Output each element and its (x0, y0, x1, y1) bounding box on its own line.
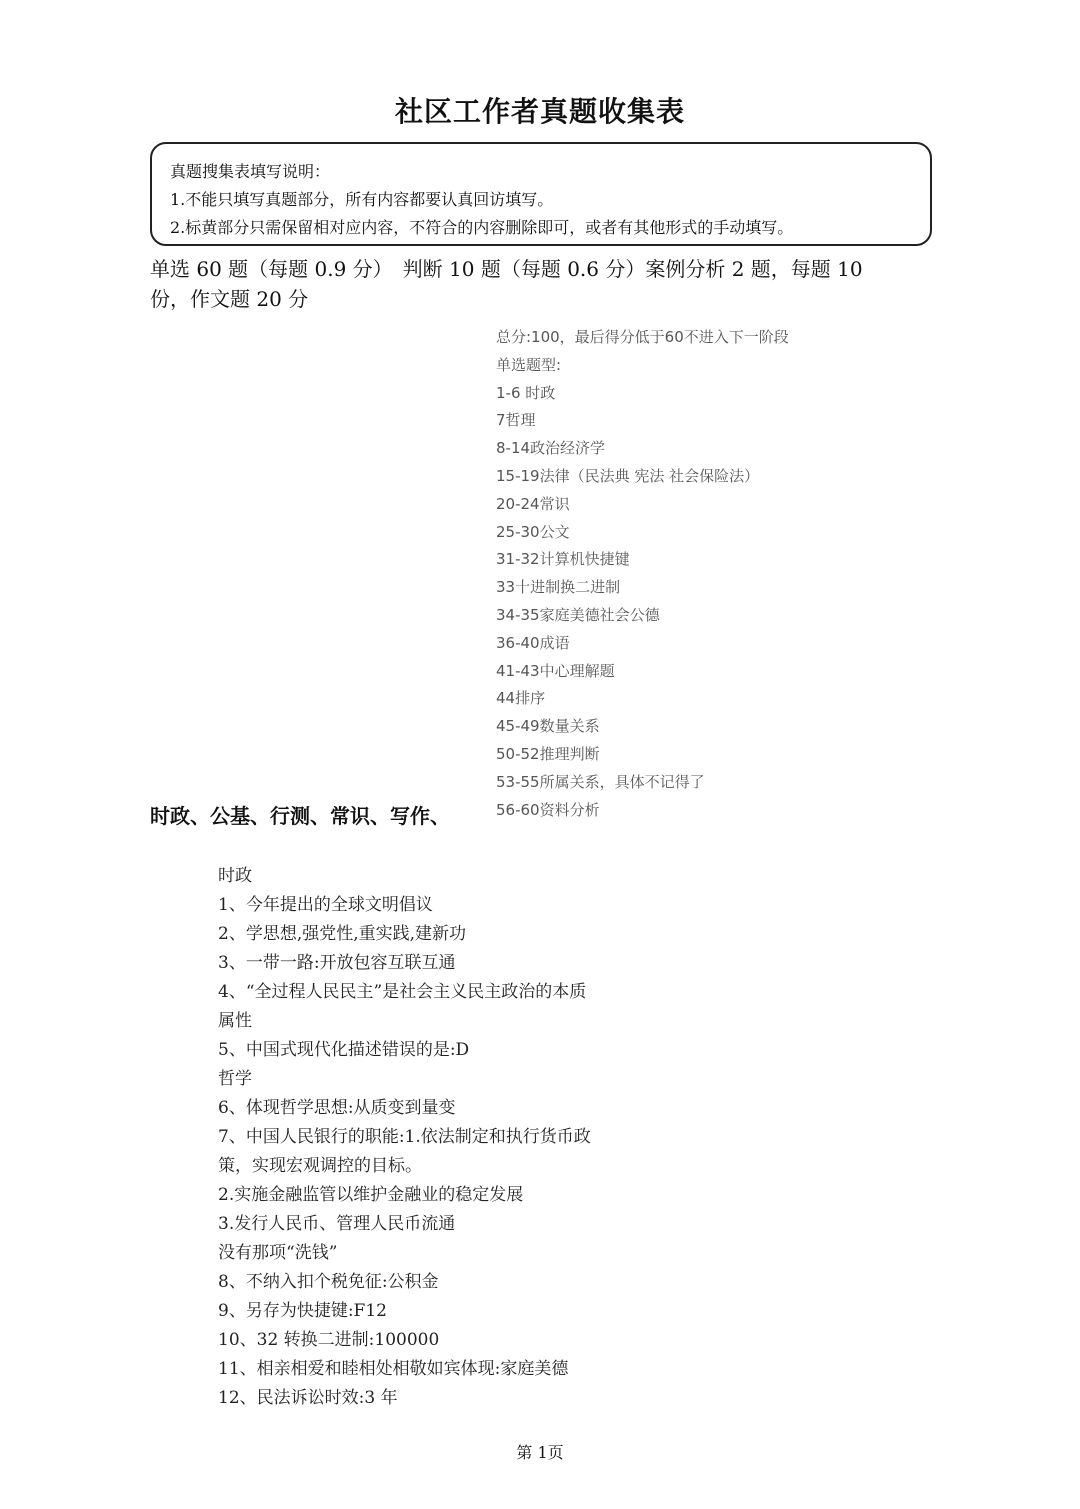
question-notes (218, 862, 918, 1413)
note-line: 4、“全过程人民民主”是社会主义民主政治的本质 (218, 982, 587, 1002)
note-line: 1、今年提出的全球文明倡议 (218, 895, 433, 915)
screenshot-row: 15-19法律（民法典 宪法 社会保险法） (496, 466, 760, 485)
note-line: 3.发行人民币、管理人民币流通 (218, 1214, 456, 1234)
embedded-screenshot (496, 324, 916, 824)
note-line: 6、体现哲学思想:从质变到量变 (218, 1098, 456, 1118)
note-line: 没有那项“洗钱” (218, 1243, 338, 1263)
note-line: 时政 (218, 866, 252, 886)
note-line: 2、学思想,强党性,重实践,建新功 (218, 924, 467, 944)
summary-line: 份，作文题 20 分 (150, 287, 309, 311)
note-line: 12、民法诉讼时效:3 年 (218, 1388, 398, 1408)
note-line: 属性 (218, 1011, 252, 1031)
screenshot-row: 25-30公文 (496, 522, 570, 541)
screenshot-row: 31-32计算机快捷键 (496, 550, 630, 569)
subjects-heading: 时政、公基、行测、常识、写作、 (150, 804, 450, 828)
summary-line: 单选 60 题（每题 0.9 分） 判断 10 题（每题 0.6 分）案例分析 2 题，每题 10 (150, 257, 863, 281)
instructions-heading: 真题搜集表填写说明： (170, 162, 331, 181)
screenshot-row: 36-40成语 (496, 633, 570, 652)
page-title: 社区工作者真题收集表 (394, 95, 685, 128)
note-line: 8、不纳入扣个税免征:公积金 (218, 1272, 439, 1292)
page-number: 第 1页 (516, 1443, 564, 1462)
instruction-item: 1.不能只填写真题部分，所有内容都要认真回访填写。 (170, 190, 554, 209)
instruction-item: 2.标黄部分只需保留相对应内容，不符合的内容删除即可，或者有其他形式的手动填写。 (170, 218, 794, 237)
screenshot-row: 1-6 时政 (496, 383, 556, 402)
note-line: 9、另存为快捷键:F12 (218, 1301, 387, 1321)
screenshot-row: 7哲理 (496, 411, 536, 430)
note-line: 哲学 (218, 1069, 252, 1089)
note-line: 5、中国式现代化描述错误的是:D (218, 1040, 470, 1060)
note-line: 策，实现宏观调控的目标。 (218, 1156, 422, 1176)
screenshot-row: 34-35家庭美德社会公德 (496, 605, 660, 624)
screenshot-row: 单选题型: (496, 355, 562, 374)
screenshot-row: 总分:100，最后得分低于60不进入下一阶段 (496, 328, 789, 346)
screenshot-row: 50-52推理判断 (496, 744, 600, 763)
screenshot-row: 41-43中心理解题 (496, 661, 615, 680)
screenshot-row: 44排序 (496, 689, 546, 708)
screenshot-row: 53-55所属关系，具体不记得了 (496, 772, 705, 791)
screenshot-row: 8-14政治经济学 (496, 439, 606, 458)
note-line: 10、32 转换二进制:100000 (218, 1330, 440, 1350)
note-line: 11、相亲相爱和睦相处相敬如宾体现:家庭美德 (218, 1359, 569, 1379)
exam-summary (150, 254, 930, 314)
instructions-box (150, 142, 932, 246)
screenshot-row: 33十进制换二进制 (496, 578, 621, 597)
note-line: 2.实施金融监管以维护金融业的稳定发展 (218, 1185, 524, 1205)
screenshot-row: 20-24常识 (496, 494, 570, 513)
screenshot-row: 56-60资料分析 (496, 800, 600, 819)
screenshot-row: 45-49数量关系 (496, 717, 600, 736)
note-line: 3、一带一路:开放包容互联互通 (218, 953, 456, 973)
note-line: 7、中国人民银行的职能:1.依法制定和执行货币政 (218, 1127, 591, 1147)
